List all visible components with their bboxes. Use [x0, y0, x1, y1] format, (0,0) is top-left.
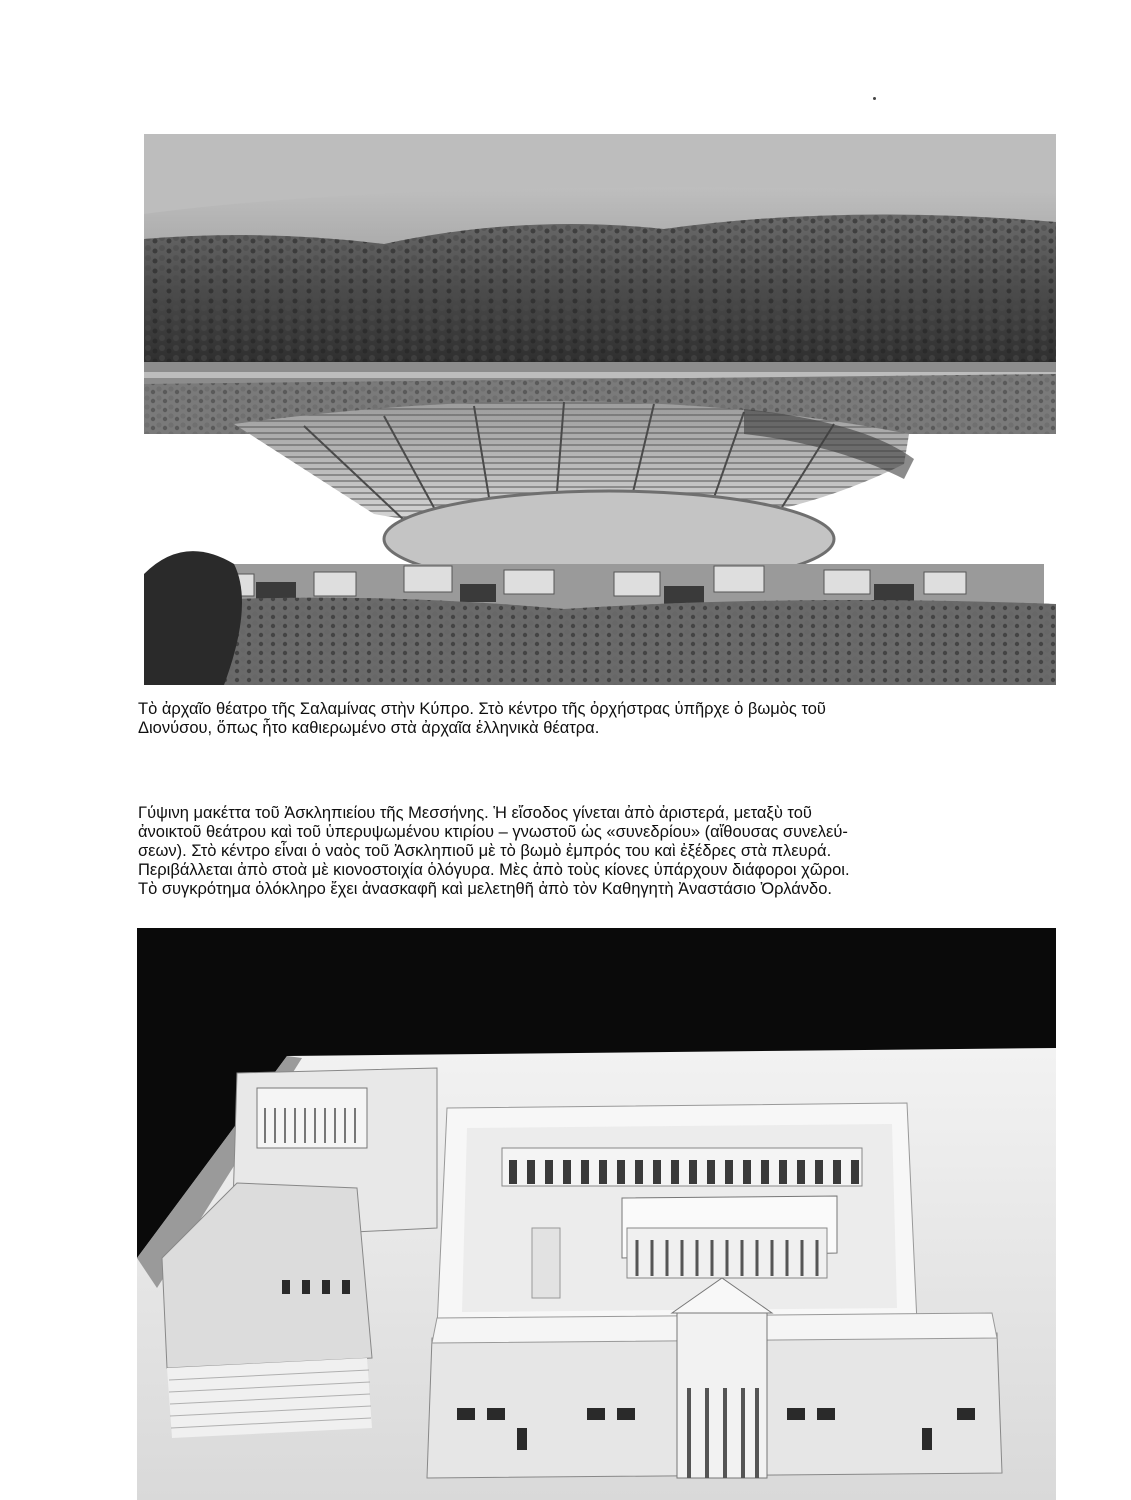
theatre-photo [144, 134, 1056, 685]
model-caption-line-5: Τὸ συγκρότημα ὁλόκληρο ἔχει ἀνασκαφῆ καὶ μελετηθῆ ἀπὸ τὸν Καθηγητὴ Ἀναστάσιο Ὀρλάνδο. [138, 880, 832, 898]
model-caption-line-4: Περιβάλλεται ἀπὸ στοὰ μὲ κιονοστοιχία ὁλόγυρα. Μὲς ἀπὸ τοὺς κίονες ὑπάρχουν διάφοροι χῶροι. [138, 861, 850, 879]
theatre-caption-line-1: Τὸ ἀρχαῖο θέατρο τῆς Σαλαμίνας στὴν Κύπρο. Στὸ κέντρο τῆς ὀρχήστρας ὑπῆρχε ὁ βωμὸς τοῦ [138, 700, 826, 718]
show-through-text [1091, 112, 1131, 138]
theatre-caption-line-2: Διονύσου, ὅπως ἦτο καθιερωμένο στὰ ἀρχαῖα ἑλληνικὰ θέατρα. [138, 719, 600, 737]
model-caption-line-2: ἀνοικτοῦ θεάτρου καὶ τοῦ ὑπερυψωμένου κτιρίου – γνωστοῦ ὡς «συνεδρίου» (αἴθουσας συνελεύ- [138, 823, 848, 841]
model-caption-line-1: Γύψινη μακέττα τοῦ Ἀσκληπιείου τῆς Μεσσήνης. Ἡ εἴσοδος γίνεται ἀπὸ ἀριστερά, μεταξὺ τοῦ [138, 804, 812, 822]
theatre-caption [138, 700, 1058, 738]
dust-speck [873, 97, 876, 100]
model-caption-line-3: σεων). Στὸ κέντρο εἶναι ὁ ναὸς τοῦ Ἀσκληπιοῦ μὲ τὸ βωμὸ ἐμπρός του καὶ ἐξέδρες στὰ πλευρά. [138, 842, 832, 860]
model-caption [138, 804, 1058, 899]
asklepieion-model-photo [137, 928, 1056, 1500]
